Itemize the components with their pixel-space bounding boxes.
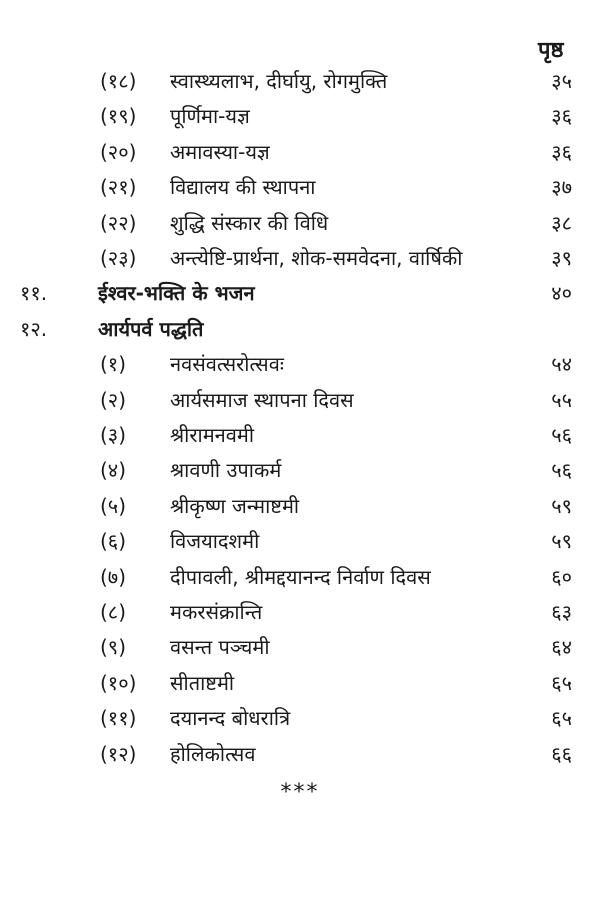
entry-page-number: ३५: [551, 69, 572, 93]
entry-page-number: ३६: [551, 104, 572, 129]
toc-entry: [0, 666, 600, 700]
entry-page-number: ५४: [551, 352, 572, 377]
entry-number: (१२): [100, 741, 137, 766]
entry-number: (९): [100, 635, 127, 660]
toc-entry: [0, 418, 600, 452]
entry-title: विद्यालय की स्थापना: [170, 175, 316, 200]
entry-title: अन्त्येष्टि-प्रार्थना, शोक-समवेदना, वार्षिकी: [170, 246, 463, 270]
entry-number: (२): [100, 387, 127, 412]
entry-page-number: ६४: [551, 635, 572, 660]
toc-entry: [0, 524, 600, 558]
entry-number: (४): [100, 458, 127, 483]
toc-entry: [0, 206, 600, 240]
entry-page-number: ६३: [551, 600, 572, 624]
entry-number: (२२): [100, 210, 137, 235]
toc-entry: [0, 383, 600, 417]
entry-number: (१८): [100, 69, 137, 93]
entry-title: श्रीकृष्ण जन्माष्टमी: [170, 493, 300, 518]
entry-page-number: ६५: [551, 670, 572, 695]
toc-entry: [0, 170, 600, 204]
entry-number: (७): [100, 564, 127, 589]
entry-number: (१): [100, 352, 127, 377]
end-ornament: ***: [280, 780, 320, 805]
entry-title: आर्यपर्व पद्धति: [98, 316, 204, 341]
entry-page-number: ६५: [551, 706, 572, 731]
entry-page-number: ६६: [551, 741, 572, 766]
entry-page-number: ३९: [551, 246, 572, 270]
entry-title: पूर्णिमा-यज्ञ: [170, 104, 250, 129]
entry-number: (२३): [100, 246, 137, 270]
entry-number: (२०): [100, 139, 137, 164]
toc-section: [0, 276, 600, 310]
toc-entry: [0, 64, 600, 98]
entry-title: वसन्त पञ्चमी: [170, 635, 270, 660]
entry-title: विजयादशमी: [170, 529, 260, 554]
toc-entry: [0, 241, 600, 275]
entry-page-number: ५६: [551, 458, 572, 483]
entry-number: (११): [100, 706, 137, 731]
entry-title: श्रीरामनवमी: [170, 423, 255, 447]
toc-entry: [0, 135, 600, 169]
entry-title: श्रावणी उपाकर्म: [170, 458, 282, 483]
entry-title: सीताष्टमी: [170, 670, 235, 695]
entry-page-number: ३७: [551, 175, 572, 200]
toc-entry: [0, 489, 600, 523]
entry-title: आर्यसमाज स्थापना दिवस: [170, 387, 354, 412]
entry-title: दयानन्द बोधरात्रि: [170, 706, 291, 731]
entry-number: (१९): [100, 104, 137, 129]
entry-page-number: ३६: [551, 139, 572, 164]
toc-entry: [0, 595, 600, 629]
toc-entry: [0, 99, 600, 133]
entry-number: (८): [100, 600, 127, 624]
entry-title: स्वास्थ्यलाभ, दीर्घायु, रोगमुक्ति: [170, 69, 388, 93]
entry-page-number: ५९: [551, 493, 572, 518]
entry-title: अमावस्या-यज्ञ: [170, 139, 270, 164]
entry-page-number: ४०: [551, 281, 572, 306]
entry-number: (१०): [100, 670, 137, 695]
entry-number: १२.: [20, 316, 48, 341]
entry-title: मकरसंक्रान्ति: [170, 600, 263, 624]
entry-page-number: ५९: [551, 529, 572, 554]
entry-title: ईश्वर-भक्ति के भजन: [98, 281, 255, 306]
entry-title: होलिकोत्सव: [170, 741, 256, 766]
entry-page-number: ५५: [551, 387, 572, 412]
entry-title: दीपावली, श्रीमद्दयानन्द निर्वाण दिवस: [170, 564, 431, 589]
page-column-heading: पृष्ठ: [538, 38, 564, 63]
toc-entry: [0, 737, 600, 771]
toc-entry: [0, 453, 600, 487]
entry-number: ११.: [20, 281, 48, 306]
entry-number: (२१): [100, 175, 137, 200]
entry-title: नवसंवत्सरोत्सवः: [170, 352, 284, 377]
toc-entry: [0, 347, 600, 381]
toc-entry: [0, 560, 600, 594]
entry-number: (६): [100, 529, 127, 554]
entry-page-number: ६०: [551, 564, 572, 589]
toc-entry: [0, 701, 600, 735]
entry-page-number: ५६: [551, 423, 572, 447]
entry-number: (५): [100, 493, 127, 518]
entry-page-number: ३८: [551, 210, 572, 235]
entry-title: शुद्धि संस्कार की विधि: [170, 210, 329, 235]
toc-section: [0, 312, 600, 346]
entry-number: (३): [100, 423, 127, 447]
toc-entry: [0, 630, 600, 664]
